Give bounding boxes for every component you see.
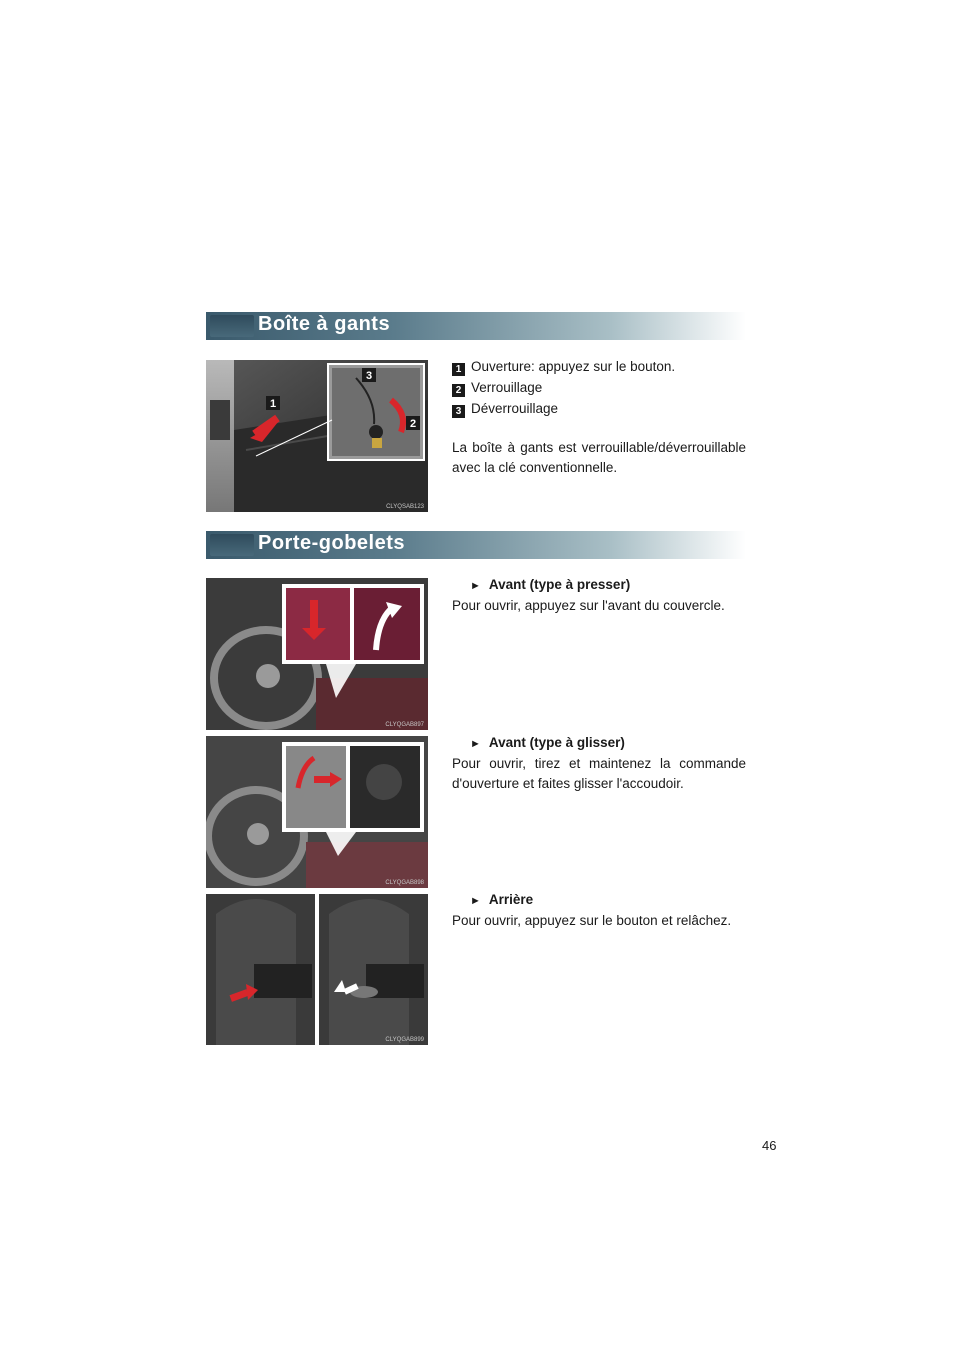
section-title: Porte-gobelets bbox=[258, 532, 406, 554]
image-caption: CLYQGAB897 bbox=[385, 722, 424, 728]
triangle-bullet-icon: ► bbox=[470, 738, 481, 750]
section-header-cupholders bbox=[206, 531, 746, 559]
cupholder-rear-photo bbox=[206, 894, 428, 1045]
list-item: 2 Verrouillage bbox=[452, 378, 746, 398]
cupholder-block-press: ► Avant (type à presser) Pour ouvrir, appuyez sur l'avant du couvercle. bbox=[452, 577, 725, 613]
triangle-bullet-icon: ► bbox=[470, 580, 481, 592]
header-decor-box bbox=[210, 315, 254, 337]
header-decor-box bbox=[210, 534, 254, 556]
list-item: 1 Ouverture: appuyez sur le bouton. bbox=[452, 357, 746, 377]
page-number: 46 bbox=[762, 1138, 777, 1153]
item-number: 2 bbox=[452, 384, 465, 397]
cupholder-slide-photo bbox=[206, 736, 428, 888]
glovebox-photo bbox=[206, 360, 428, 512]
list-item: 3 Déverrouillage bbox=[452, 399, 746, 419]
cupholder-block-slide: ► Avant (type à glisser) Pour ouvrir, tirez et maintenez la commande d'ouverture et faites glisser l'accoudoir. bbox=[452, 735, 746, 791]
image-caption: CLYQGAB899 bbox=[385, 1037, 424, 1043]
triangle-bullet-icon: ► bbox=[470, 895, 481, 907]
item-number: 1 bbox=[452, 363, 465, 376]
cupholder-block-rear: ► Arrière Pour ouvrir, appuyez sur le bouton et relâchez. bbox=[452, 892, 732, 928]
section-title: Boîte à gants bbox=[258, 313, 391, 335]
callout-2: 2 bbox=[409, 418, 417, 430]
callout-1: 1 bbox=[269, 398, 277, 410]
image-caption: CLYQSAB123 bbox=[386, 504, 424, 510]
glovebox-list bbox=[452, 357, 746, 419]
section-header-glovebox bbox=[206, 312, 746, 340]
cupholder-press-photo bbox=[206, 578, 428, 730]
item-number: 3 bbox=[452, 405, 465, 418]
image-caption: CLYQGAB898 bbox=[385, 880, 424, 886]
glovebox-note: La boîte à gants est verrouillable/déverrouillable avec la clé conventionnelle. bbox=[452, 440, 746, 475]
callout-3: 3 bbox=[365, 370, 373, 382]
